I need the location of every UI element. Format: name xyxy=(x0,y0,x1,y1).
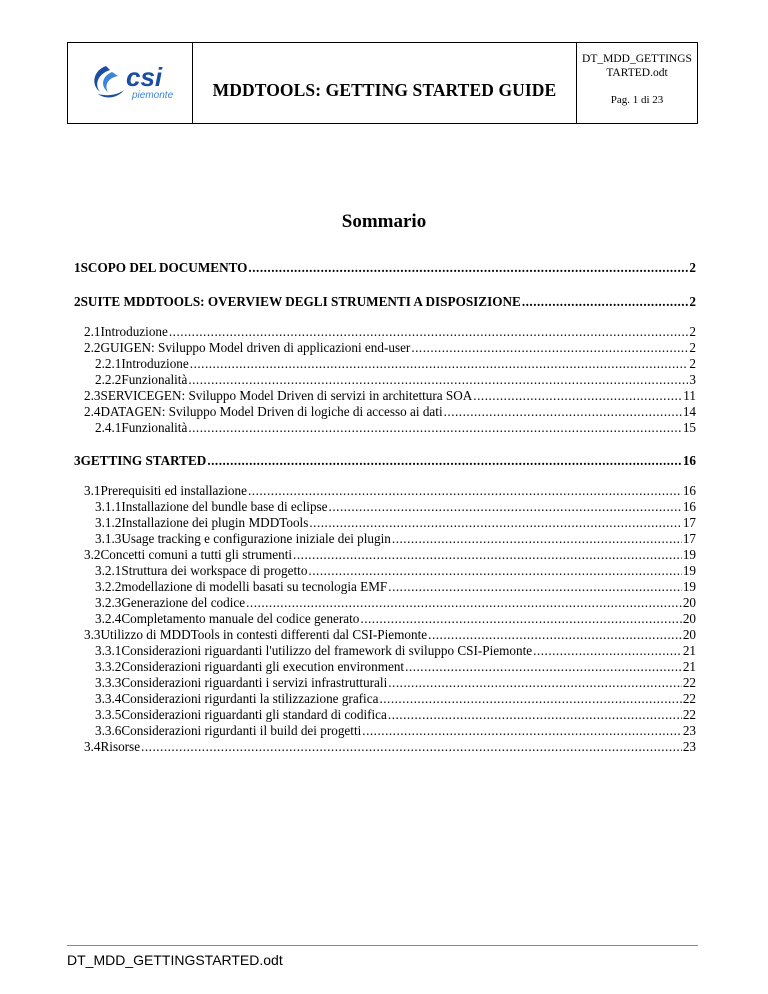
toc-entry-label: 2.2.1Introduzione xyxy=(95,356,189,371)
toc-entry-page: 19 xyxy=(682,547,696,562)
toc-entry-page: 11 xyxy=(683,388,696,403)
toc-entry[interactable] xyxy=(74,643,696,659)
toc-entry[interactable] xyxy=(74,388,696,404)
toc-entry-page: 19 xyxy=(682,563,696,578)
document-title: MDDTOOLS: GETTING STARTED GUIDE xyxy=(212,79,557,100)
toc-leader-dots xyxy=(309,515,681,531)
toc-entry-label: 3.3.2Considerazioni riguardanti gli execution environment xyxy=(95,659,405,674)
toc-entry-label: 2.2GUIGEN: Sviluppo Model driven di applicazioni end-user xyxy=(84,340,411,355)
toc-entry[interactable] xyxy=(74,356,696,372)
toc-leader-dots xyxy=(248,483,682,499)
toc-entry-page: 15 xyxy=(682,420,696,435)
toc-leader-dots xyxy=(188,420,682,436)
toc-leader-dots xyxy=(188,372,688,388)
toc-entry-page: 14 xyxy=(682,404,696,419)
toc-entry[interactable] xyxy=(74,595,696,611)
logo-subtext: piemonte xyxy=(132,90,174,101)
toc-entry[interactable] xyxy=(74,420,696,436)
toc-entry-page: 16 xyxy=(682,483,696,498)
toc-entry[interactable] xyxy=(74,483,696,499)
toc-leader-dots xyxy=(293,547,682,563)
toc-entry-label: 3.3.5Considerazioni riguardanti gli standard di codifica xyxy=(95,707,387,722)
document-header xyxy=(67,42,698,124)
toc-leader-dots xyxy=(362,723,682,739)
toc-entry[interactable] xyxy=(74,739,696,755)
toc-entry-page: 19 xyxy=(682,579,696,594)
footer-filename: DT_MDD_GETTINGSTARTED.odt xyxy=(67,952,283,968)
toc-heading: Sommario xyxy=(341,211,427,232)
toc-entry[interactable] xyxy=(74,294,696,311)
toc-entry[interactable] xyxy=(74,531,696,547)
toc-entry[interactable] xyxy=(74,611,696,627)
toc-entry-page: 17 xyxy=(682,531,696,546)
toc-leader-dots xyxy=(473,388,682,404)
toc-entry-page: 16 xyxy=(682,499,696,514)
toc-entry[interactable] xyxy=(74,372,696,388)
toc-entry-page: 17 xyxy=(682,515,696,530)
logo-text: csi xyxy=(126,62,163,92)
toc-leader-dots xyxy=(379,691,681,707)
toc-leader-dots xyxy=(308,563,681,579)
toc-entry[interactable] xyxy=(74,675,696,691)
toc-entry-page: 2 xyxy=(689,294,696,309)
toc-entry-page: 2 xyxy=(689,324,696,339)
toc-entry-label: 3.1.3Usage tracking e configurazione iniziale dei plugin xyxy=(95,531,391,546)
doc-name-line2: TARTED.odt xyxy=(606,67,668,79)
toc-entry[interactable] xyxy=(74,260,696,277)
toc-entry-label: 3.3.6Considerazioni rigurdanti il build dei progetti xyxy=(95,723,362,738)
toc-entry-label: 3.1.2Installazione dei plugin MDDTools xyxy=(95,515,309,530)
toc-entry-label: 3.1.1Installazione del bundle base di eclipse xyxy=(95,499,328,514)
toc-entry[interactable] xyxy=(74,404,696,420)
toc-entry-label: 2.2.2Funzionalità xyxy=(95,372,188,387)
toc-entry-label: 3.3.1Considerazioni riguardanti l'utilizzo del framework di sviluppo CSI-Piemonte xyxy=(95,643,533,658)
toc-entry[interactable] xyxy=(74,723,696,739)
toc-entry-page: 3 xyxy=(689,372,696,387)
toc-entry-page: 22 xyxy=(682,707,696,722)
toc-entry[interactable] xyxy=(74,627,696,643)
toc-entry-label: 2.1Introduzione xyxy=(84,324,168,339)
toc-leader-dots xyxy=(411,340,688,356)
toc-leader-dots xyxy=(388,707,682,723)
toc-entry-page: 22 xyxy=(682,675,696,690)
toc-entry-page: 21 xyxy=(682,643,696,658)
toc-entry-label: 3.2Concetti comuni a tutti gli strumenti xyxy=(84,547,293,562)
toc-leader-dots xyxy=(207,453,682,469)
toc-entry-label: 3.3Utilizzo di MDDTools in contesti differenti dal CSI-Piemonte xyxy=(84,627,428,642)
toc-entry-page: 2 xyxy=(689,356,696,371)
toc-entry-page: 2 xyxy=(689,340,696,355)
toc-entry-page: 22 xyxy=(682,691,696,706)
logo-cell xyxy=(68,43,193,123)
toc-entry-page: 20 xyxy=(682,611,696,626)
toc-entry[interactable] xyxy=(74,563,696,579)
doc-name-line1: DT_MDD_GETTINGS xyxy=(582,53,692,65)
toc-entry-page: 23 xyxy=(682,739,696,754)
toc-entry-label: 3GETTING STARTED xyxy=(74,453,207,468)
toc-entry[interactable] xyxy=(74,659,696,675)
toc-entry-label: 2.4.1Funzionalità xyxy=(95,420,188,435)
toc-entry-label: 3.3.3Considerazioni riguardanti i servizi infrastrutturali xyxy=(95,675,388,690)
csi-piemonte-logo xyxy=(88,58,186,104)
toc-entry-label: 3.2.3Generazione del codice xyxy=(95,595,246,610)
toc-entry-label: 3.2.1Struttura dei workspace di progetto xyxy=(95,563,308,578)
toc-leader-dots xyxy=(392,531,682,547)
toc-entry-label: 3.2.4Completamento manuale del codice generato xyxy=(95,611,360,626)
toc-entry-label: 2.3SERVICEGEN: Sviluppo Model Driven di servizi in architettura SOA xyxy=(84,388,473,403)
meta-cell xyxy=(577,43,697,123)
toc-entry[interactable] xyxy=(74,453,696,470)
toc-leader-dots xyxy=(329,499,682,515)
toc-entry-label: 2SUITE MDDTOOLS: OVERVIEW DEGLI STRUMENTI A DISPOSIZIONE xyxy=(74,294,521,309)
toc-leader-dots xyxy=(444,404,682,420)
toc-entry-label: 3.2.2modellazione di modelli basati su tecnologia EMF xyxy=(95,579,388,594)
table-of-contents xyxy=(74,260,696,755)
toc-entry[interactable] xyxy=(74,515,696,531)
toc-entry-label: 1SCOPO DEL DOCUMENTO xyxy=(74,260,248,275)
footer-divider xyxy=(67,945,698,946)
toc-leader-dots xyxy=(246,595,682,611)
page-info: Pag. 1 di 23 xyxy=(610,94,664,106)
toc-entry[interactable] xyxy=(74,547,696,563)
toc-entry-label: 3.4Risorse xyxy=(84,739,141,754)
toc-entry-page: 21 xyxy=(682,659,696,674)
toc-entry[interactable] xyxy=(74,324,696,340)
toc-leader-dots xyxy=(169,324,689,340)
toc-entry-page: 16 xyxy=(682,453,696,468)
toc-leader-dots xyxy=(360,611,681,627)
toc-leader-dots xyxy=(405,659,682,675)
toc-entry-label: 3.3.4Considerazioni rigurdanti la stilizzazione grafica xyxy=(95,691,379,706)
toc-entry[interactable] xyxy=(74,691,696,707)
toc-entry-page: 20 xyxy=(682,595,696,610)
toc-entry[interactable] xyxy=(74,579,696,595)
toc-leader-dots xyxy=(533,643,682,659)
title-cell xyxy=(193,43,577,123)
toc-entry-page: 20 xyxy=(682,627,696,642)
toc-entry[interactable] xyxy=(74,499,696,515)
toc-leader-dots xyxy=(428,627,682,643)
toc-entry-label: 3.1Prerequisiti ed installazione xyxy=(84,483,247,498)
toc-entry-page: 23 xyxy=(682,723,696,738)
toc-entry[interactable] xyxy=(74,707,696,723)
toc-leader-dots xyxy=(388,675,682,691)
toc-leader-dots xyxy=(388,579,682,595)
toc-entry-page: 2 xyxy=(689,260,696,275)
toc-leader-dots xyxy=(190,356,689,372)
toc-leader-dots xyxy=(141,739,682,755)
toc-entry-label: 2.4DATAGEN: Sviluppo Model Driven di logiche di accesso ai dati xyxy=(84,404,443,419)
toc-leader-dots xyxy=(248,260,688,276)
toc-leader-dots xyxy=(522,294,689,310)
toc-entry[interactable] xyxy=(74,340,696,356)
